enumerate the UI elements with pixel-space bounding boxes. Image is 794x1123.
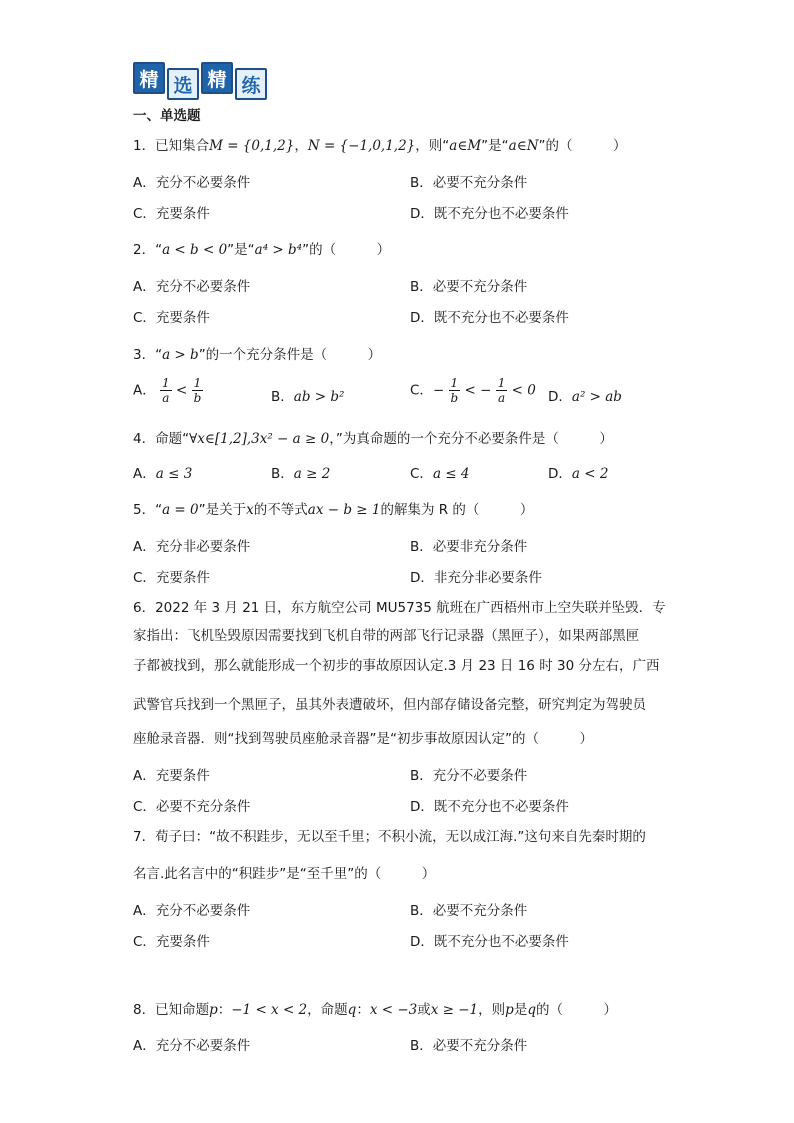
q2-option-c[interactable]: C．充要条件 (133, 310, 210, 326)
question-3 (133, 343, 381, 363)
option-math: a ≥ 2 (293, 466, 331, 482)
q7-line-2: 名言.此名言中的“积跬步”是“至千里”的（ ） (133, 866, 436, 882)
q8-p2: p (505, 1002, 514, 1018)
q5-prefix: 5．“ (133, 502, 163, 518)
q8-q-cond-2: x ≥ −1 (430, 1002, 479, 1018)
q3-option-b-math: ab > b² (293, 389, 345, 405)
q5-suffix: 的解集为 R 的（ ） (380, 502, 534, 518)
q8-prefix: 8．已知命题 (133, 1002, 210, 1018)
jingxuan-jinglian-logo (133, 62, 273, 100)
q3-option-b-label: B． (271, 389, 294, 405)
q3-option-d-math: a² > ab (571, 389, 622, 405)
q5-option-b[interactable]: B．必要非充分条件 (410, 539, 528, 555)
option-label: C． (410, 466, 433, 482)
q4-option-b[interactable] (271, 462, 330, 482)
q5-cond: a = 0 (162, 502, 199, 518)
logo-char-1: 精 (133, 62, 165, 94)
question-1 (133, 134, 627, 154)
q1-option-b[interactable]: B．必要不充分条件 (410, 175, 528, 191)
q5-mid2: 的不等式 (253, 502, 308, 518)
frac-den: b (193, 391, 202, 405)
q5-option-d[interactable]: D．非充分非必要条件 (410, 570, 542, 586)
section-title: 一、单选题 (133, 108, 201, 124)
q3-prefix: 3．“ (133, 347, 163, 363)
q5-inequality: ax − b ≥ 1 (307, 502, 381, 518)
q6-line-4: 武警官兵找到一个黑匣子，虽其外表遭破坏，但内部存储设备完整，研究判定为驾驶员 (133, 697, 646, 713)
q1-mid: ，则“ (415, 138, 450, 154)
question-4 (133, 427, 613, 447)
option-math: a ≤ 3 (155, 466, 193, 482)
q1-option-c[interactable]: C．充要条件 (133, 206, 210, 222)
q4-option-c[interactable] (410, 462, 469, 482)
q4-condition: ∀x∈[1,2],3x² − a ≥ 0 (189, 431, 330, 447)
q2-suffix: ”的（ ） (302, 242, 391, 258)
question-8 (133, 998, 617, 1018)
logo-char-2: 选 (167, 68, 199, 100)
q3-option-a-label: A． (133, 382, 156, 399)
q1-cond-1: a∈M (449, 138, 482, 154)
q3-suffix: ”的一个充分条件是（ ） (198, 347, 382, 363)
q8-mid: ，命题 (307, 1002, 348, 1018)
q7-option-a[interactable]: A．充分不必要条件 (133, 903, 251, 919)
question-5 (133, 498, 533, 518)
q1-option-d[interactable]: D．既不充分也不必要条件 (410, 206, 569, 222)
q7-option-b[interactable]: B．必要不充分条件 (410, 903, 528, 919)
q4-option-d[interactable] (548, 462, 608, 482)
q2-prefix: 2．“ (133, 242, 163, 258)
option-label: D． (548, 466, 572, 482)
q1-option-a[interactable]: A．充分不必要条件 (133, 175, 251, 191)
frac-num: 1 (162, 376, 170, 390)
q8-q2: q (527, 1002, 536, 1018)
q3-option-c-label: C． (410, 382, 433, 399)
q3-option-a[interactable] (133, 377, 203, 404)
option-math: a ≤ 4 (432, 466, 470, 482)
q8-suffix: 的（ ） (535, 1002, 617, 1018)
q6-line-2: 家指出：飞机坠毁原因需要找到飞机自带的两部飞行记录器（黑匣子），如果两部黑匣 (133, 628, 640, 644)
logo-char-3: 精 (201, 62, 233, 94)
q6-option-d[interactable]: D．既不充分也不必要条件 (410, 799, 569, 815)
frac-den: a (162, 391, 170, 405)
q8-sep1: ： (217, 1002, 232, 1018)
q5-mid: ”是关于 (198, 502, 247, 518)
q3-option-c-minus: − (432, 382, 445, 399)
option-label: A． (133, 466, 156, 482)
q8-mid2: ，则 (478, 1002, 506, 1018)
q3-option-c-frac-1 (449, 377, 461, 404)
q3-option-d[interactable] (548, 385, 622, 405)
q8-q: q (347, 1002, 357, 1018)
q8-p-cond: −1 < x < 2 (231, 1002, 308, 1018)
frac-num: 1 (193, 376, 202, 390)
q3-option-c-frac-2 (496, 377, 508, 404)
q6-option-b[interactable]: B．充分不必要条件 (410, 768, 528, 784)
q1-mid2: ”是“ (481, 138, 509, 154)
q5-option-c[interactable]: C．充要条件 (133, 570, 210, 586)
frac-num: 1 (450, 376, 459, 390)
q3-cond: a > b (162, 347, 199, 363)
q8-q-cond-1: x < −3 (369, 1002, 418, 1018)
q1-set-m: M = {0,1,2} (209, 138, 295, 154)
q7-option-d[interactable]: D．既不充分也不必要条件 (410, 934, 569, 950)
q8-option-b[interactable]: B．必要不充分条件 (410, 1038, 528, 1054)
q4-option-a[interactable] (133, 462, 192, 482)
q2-option-b[interactable]: B．必要不充分条件 (410, 279, 528, 295)
frac-den: b (450, 391, 459, 405)
q2-option-a[interactable]: A．充分不必要条件 (133, 279, 251, 295)
q3-option-c-op: < − (464, 382, 492, 399)
q3-option-d-label: D． (548, 389, 572, 405)
q1-set-n: N = {−1,0,1,2} (307, 138, 416, 154)
q1-sep: ， (294, 138, 308, 154)
q2-cond-1: a < b < 0 (162, 242, 228, 258)
option-label: B． (271, 466, 294, 482)
q4-suffix: ，”为真命题的一个充分不必要条件是（ ） (329, 431, 613, 447)
q8-p: p (209, 1002, 218, 1018)
option-math: a < 2 (571, 466, 609, 482)
q6-option-c[interactable]: C．必要不充分条件 (133, 799, 251, 815)
q3-option-b[interactable] (271, 385, 344, 405)
q8-is: 是 (513, 1002, 528, 1018)
question-2 (133, 238, 390, 258)
q3-option-c[interactable] (410, 377, 536, 404)
q7-option-c[interactable]: C．充要条件 (133, 934, 210, 950)
q6-option-a[interactable]: A．充要条件 (133, 768, 210, 784)
logo-char-4: 练 (235, 68, 267, 100)
q1-cond-2: a∈N (508, 138, 539, 154)
q3-option-a-frac-1 (160, 377, 172, 404)
q1-suffix: ”的（ ） (538, 138, 627, 154)
q2-mid: ”是“ (227, 242, 255, 258)
q4-prefix: 4．命题“ (133, 431, 190, 447)
q2-cond-2: a⁴ > b⁴ (254, 242, 303, 258)
q1-prefix: 1．已知集合 (133, 138, 210, 154)
q6-line-1: 6．2022 年 3 月 21 日，东方航空公司 MU5735 航班在广西梧州市上空失联并坠毁．专 (133, 600, 666, 616)
q8-option-a[interactable]: A．充分不必要条件 (133, 1038, 251, 1054)
q8-sep2: ： (356, 1002, 370, 1018)
q3-option-c-tail: < 0 (511, 382, 536, 399)
q5-option-a[interactable]: A．充分非必要条件 (133, 539, 251, 555)
frac-den: a (497, 391, 506, 405)
q3-option-a-op: < (175, 382, 188, 399)
q6-line-5: 座舱录音器．则“找到驾驶员座舱录音器”是“初步事故原因认定”的（ ） (133, 731, 593, 747)
q2-option-d[interactable]: D．既不充分也不必要条件 (410, 310, 569, 326)
q6-line-3: 子都被找到，那么就能形成一个初步的事故原因认定.3 月 23 日 16 时 30 分左右，广西 (133, 658, 660, 674)
q7-line-1: 7．荀子曰：“故不积跬步，无以至千里；不积小流，无以成江海.”这句来自先秦时期的 (133, 829, 646, 845)
q3-option-a-frac-2 (192, 377, 204, 404)
q8-or: 或 (417, 1002, 431, 1018)
frac-num: 1 (497, 376, 506, 390)
q5-var: x (246, 502, 254, 518)
